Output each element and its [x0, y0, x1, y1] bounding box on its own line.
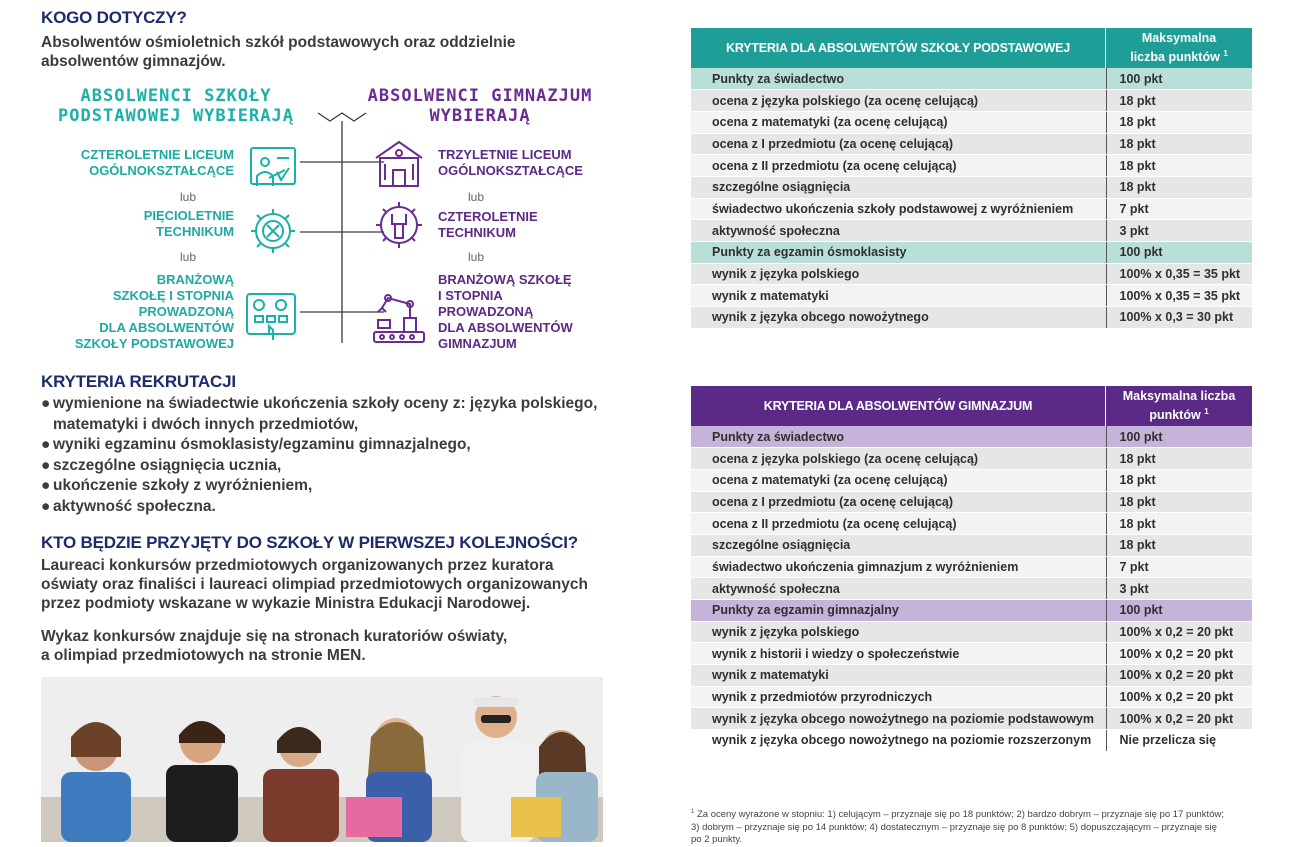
criterion-label: Punkty za świadectwo	[691, 68, 1106, 90]
option-line: TRZYLETNIE LICEUM	[438, 147, 572, 162]
criteria-text: ukończenie szkoły z wyróżnieniem,	[53, 477, 313, 494]
footnote-line: po 2 punkty.	[691, 834, 743, 846]
priority-text	[41, 556, 621, 613]
criteria-item	[41, 415, 601, 436]
who-heading: KOGO DOTYCZY?	[41, 8, 187, 27]
footnote-ref: 1	[1204, 406, 1209, 416]
table-row	[691, 285, 1252, 307]
criterion-label: ocena z II przedmiotu (za ocenę celującą)	[691, 155, 1106, 177]
priority-heading: KTO BĘDZIE PRZYJĘTY DO SZKOŁY W PIERWSZEJ KOLEJNOŚCI?	[41, 533, 578, 552]
points-value: 3 pkt	[1106, 578, 1252, 600]
table1-header	[691, 28, 1252, 68]
criteria-list	[41, 394, 601, 517]
list-info-line: Wykaz konkursów znajduje się na stronach kuratoriów oświaty,	[41, 628, 508, 645]
table-row	[691, 600, 1252, 622]
school-building-icon	[372, 138, 426, 192]
points-value: 100% x 0,3 = 30 pkt	[1106, 307, 1252, 329]
priority-line: przez podmioty wskazane w wykazie Ministra Edukacji Narodowej.	[41, 595, 531, 612]
table-row	[691, 263, 1252, 285]
option-technikum-5	[72, 208, 234, 240]
table-row	[691, 578, 1252, 600]
primary-graduates-title	[42, 86, 310, 126]
table2-body	[691, 426, 1252, 751]
criteria-heading: KRYTERIA REKRUTACJI	[41, 372, 236, 391]
title-line: WYBIERAJĄ	[429, 106, 531, 126]
who-text	[41, 33, 516, 71]
points-value: 100% x 0,35 = 35 pkt	[1106, 285, 1252, 307]
points-value: 100 pkt	[1106, 242, 1252, 264]
gear-wrench-icon	[372, 198, 426, 252]
points-value: 18 pkt	[1106, 513, 1252, 535]
table-row	[691, 198, 1252, 220]
criterion-label: świadectwo ukończenia szkoły podstawowej z wyróżnieniem	[691, 198, 1106, 220]
table-row	[691, 556, 1252, 578]
footnote-line	[691, 806, 1256, 822]
bullet: ●	[41, 436, 51, 453]
table-row	[691, 155, 1252, 177]
table-row	[691, 708, 1252, 730]
option-line: BRANŻOWĄ	[156, 272, 234, 287]
points-value: 18 pkt	[1106, 155, 1252, 177]
criterion-label: ocena z matematyki (za ocenę celującą)	[691, 111, 1106, 133]
table-row	[691, 513, 1252, 535]
option-line: GIMNAZJUM	[438, 336, 517, 351]
points-value: 7 pkt	[1106, 198, 1252, 220]
title-line: PODSTAWOWEJ WYBIERAJĄ	[58, 106, 294, 126]
table-row	[691, 491, 1252, 513]
teacher-board-icon	[247, 142, 299, 194]
table1-body	[691, 68, 1252, 328]
footnote	[691, 806, 1256, 847]
criteria-text: szczególne osiągnięcia ucznia,	[53, 456, 282, 474]
criterion-label: wynik z matematyki	[691, 285, 1106, 307]
table-row	[691, 90, 1252, 112]
option-branzowa-sp	[42, 272, 234, 352]
points-value: 18 pkt	[1106, 133, 1252, 155]
table-row	[691, 133, 1252, 155]
option-line: DLA ABSOLWENTÓW	[438, 320, 573, 335]
criterion-label: ocena z języka polskiego (za ocenę celującą)	[691, 448, 1106, 470]
criterion-label: ocena z matematyki (za ocenę celującą)	[691, 469, 1106, 491]
table2-header	[691, 386, 1252, 426]
table1	[691, 68, 1252, 329]
criteria-text: wyniki egzaminu ósmoklasisty/egzaminu gimnazjalnego,	[53, 436, 471, 453]
option-line: SZKOŁĘ I STOPNIA	[112, 288, 234, 303]
footnote-ref: 1	[1223, 48, 1228, 58]
points-value: 3 pkt	[1106, 220, 1252, 242]
criterion-label: szczególne osiągnięcia	[691, 534, 1106, 556]
table-row	[691, 242, 1252, 264]
header-line: Maksymalna	[1141, 30, 1217, 45]
criteria-text: aktywność społeczna.	[53, 497, 216, 515]
table-row	[691, 469, 1252, 491]
footnote-mark: 1	[691, 809, 695, 815]
table-row	[691, 111, 1252, 133]
points-value: 100 pkt	[1106, 68, 1252, 90]
criterion-label: wynik z języka obcego nowożytnego	[691, 307, 1106, 329]
points-value: 100 pkt	[1106, 426, 1252, 448]
criterion-label: szczególne osiągnięcia	[691, 176, 1106, 198]
criterion-label: aktywność społeczna	[691, 220, 1106, 242]
option-line: TECHNIKUM	[438, 225, 516, 240]
table-row	[691, 448, 1252, 470]
table2	[691, 426, 1252, 752]
title-line: ABSOLWENCI GIMNAZJUM	[367, 86, 593, 106]
points-value: 100% x 0,2 = 20 pkt	[1106, 621, 1252, 643]
criteria-text: wymienione na świadectwie ukończenia szkoły oceny z: języka polskiego,	[53, 395, 598, 412]
criterion-label: ocena z I przedmiotu (za ocenę celującą)	[691, 491, 1106, 513]
table2-header-max-points	[1105, 386, 1252, 426]
criterion-label: wynik z matematyki	[691, 665, 1106, 687]
option-line: TECHNIKUM	[156, 224, 234, 239]
table-row	[691, 534, 1252, 556]
option-line: OGÓLNOKSZTAŁCĄCE	[438, 163, 583, 178]
criteria-item	[41, 456, 601, 477]
option-line: DLA ABSOLWENTÓW	[99, 320, 234, 335]
students-photo	[41, 677, 603, 842]
points-value: 18 pkt	[1106, 469, 1252, 491]
criterion-label: wynik z przedmiotów przyrodniczych	[691, 686, 1106, 708]
criteria-item	[41, 394, 601, 415]
option-branzowa-gim	[438, 272, 618, 352]
table-row	[691, 426, 1252, 448]
criteria-item	[41, 476, 601, 497]
points-value: 100% x 0,2 = 20 pkt	[1106, 643, 1252, 665]
bullet: ●	[41, 395, 51, 412]
table-row	[691, 68, 1252, 90]
lub-label: lub	[180, 250, 197, 264]
title-line: ABSOLWENCI SZKOŁY	[80, 86, 272, 106]
criterion-label: wynik z języka polskiego	[691, 621, 1106, 643]
criterion-label: ocena z I przedmiotu (za ocenę celującą)	[691, 133, 1106, 155]
criteria-item	[41, 497, 601, 518]
criterion-label: wynik z języka polskiego	[691, 263, 1106, 285]
lub-label: lub	[468, 250, 485, 264]
criterion-label: świadectwo ukończenia gimnazjum z wyróżnieniem	[691, 556, 1106, 578]
list-info-text	[41, 627, 621, 665]
criterion-label: Punkty za świadectwo	[691, 426, 1106, 448]
criterion-label: Punkty za egzamin gimnazjalny	[691, 600, 1106, 622]
option-line: BRANŻOWĄ SZKOŁĘ	[438, 272, 572, 287]
header-line-text: punktów	[1149, 408, 1201, 423]
table-row	[691, 621, 1252, 643]
table-row	[691, 643, 1252, 665]
criterion-label: Punkty za egzamin ósmoklasisty	[691, 242, 1106, 264]
criterion-label: ocena z II przedmiotu (za ocenę celującą)	[691, 513, 1106, 535]
points-value: 18 pkt	[1106, 176, 1252, 198]
table1-header-max-points	[1105, 28, 1252, 68]
who-text-line: Absolwentów ośmioletnich szkół podstawowych oraz oddzielnie	[41, 34, 516, 51]
option-line: CZTEROLETNIE	[438, 209, 538, 224]
table-row	[691, 220, 1252, 242]
points-value: Nie przelicza się	[1106, 730, 1252, 752]
points-value: 18 pkt	[1106, 448, 1252, 470]
lub-label: lub	[468, 190, 485, 204]
header-line	[1123, 404, 1236, 423]
table-row	[691, 686, 1252, 708]
option-line: CZTEROLETNIE LICEUM	[80, 147, 234, 162]
points-value: 100% x 0,35 = 35 pkt	[1106, 263, 1252, 285]
bullet: ●	[41, 456, 51, 474]
robot-arm-icon	[370, 290, 428, 346]
points-value: 18 pkt	[1106, 90, 1252, 112]
points-value: 100 pkt	[1106, 600, 1252, 622]
criterion-label: wynik z języka obcego nowożytnego na poziomie rozszerzonym	[691, 730, 1106, 752]
table-row	[691, 176, 1252, 198]
points-value: 100% x 0,2 = 20 pkt	[1106, 708, 1252, 730]
table1-header-criteria: KRYTERIA DLA ABSOLWENTÓW SZKOŁY PODSTAWOWEJ	[726, 41, 1070, 55]
criteria-text: matematyki i dwóch innych przedmiotów,	[53, 415, 359, 433]
control-panel-icon	[243, 290, 301, 342]
students-illustration	[41, 677, 603, 842]
header-line-text: liczba punktów	[1130, 50, 1220, 65]
points-value: 100% x 0,2 = 20 pkt	[1106, 686, 1252, 708]
header-line	[1130, 46, 1228, 65]
points-value: 7 pkt	[1106, 556, 1252, 578]
option-line: PROWADZONĄ	[438, 304, 534, 319]
table-row	[691, 307, 1252, 329]
priority-line: Laureaci konkursów przedmiotowych organizowanych przez kuratora	[41, 557, 554, 574]
footnote-text: Za oceny wyrażone w stopniu: 1) celującym – przyznaje się po 18 punktów; 2) bardzo dobrym – przyznaje się po 17 punktów;	[696, 809, 1224, 821]
option-technikum-4	[438, 209, 618, 241]
table2-header-criteria: KRYTERIA DLA ABSOLWENTÓW GIMNAZJUM	[763, 399, 1033, 413]
points-value: 18 pkt	[1106, 491, 1252, 513]
option-liceum-3	[438, 147, 618, 179]
bullet: ●	[41, 497, 51, 515]
option-line: I STOPNIA	[438, 288, 503, 303]
option-line: SZKOŁY PODSTAWOWEJ	[74, 336, 234, 351]
criterion-label: wynik z języka obcego nowożytnego na poziomie podstawowym	[691, 708, 1106, 730]
criterion-label: aktywność społeczna	[691, 578, 1106, 600]
lub-label: lub	[180, 190, 197, 204]
bullet: ●	[41, 477, 51, 494]
points-value: 100% x 0,2 = 20 pkt	[1106, 665, 1252, 687]
points-value: 18 pkt	[1106, 111, 1252, 133]
list-info-line: a olimpiad przedmiotowych na stronie MEN.	[41, 647, 366, 664]
option-liceum-4	[72, 147, 234, 179]
option-line: PIĘCIOLETNIE	[143, 208, 234, 223]
who-text-line: absolwentów gimnazjów.	[41, 53, 226, 70]
table-row	[691, 665, 1252, 687]
gear-wrench-icon	[247, 205, 299, 257]
criteria-item	[41, 435, 601, 456]
table-row	[691, 730, 1252, 752]
footnote-line: 3) dobrym – przyznaje się po 14 punktów; 4) dostatecznym – przyznaje się po 8 punktów; 5) dopuszczającym – przyznaje się	[691, 821, 1217, 833]
points-value: 18 pkt	[1106, 534, 1252, 556]
criterion-label: wynik z historii i wiedzy o społeczeństwie	[691, 643, 1106, 665]
option-line: OGÓLNOKSZTAŁCĄCE	[89, 163, 234, 178]
criterion-label: ocena z języka polskiego (za ocenę celującą)	[691, 90, 1106, 112]
priority-line: oświaty oraz finaliści i laureaci olimpiad przedmiotowych organizowanych	[41, 576, 588, 593]
header-line: Maksymalna liczba	[1122, 388, 1236, 403]
option-line: PROWADZONĄ	[138, 304, 234, 319]
